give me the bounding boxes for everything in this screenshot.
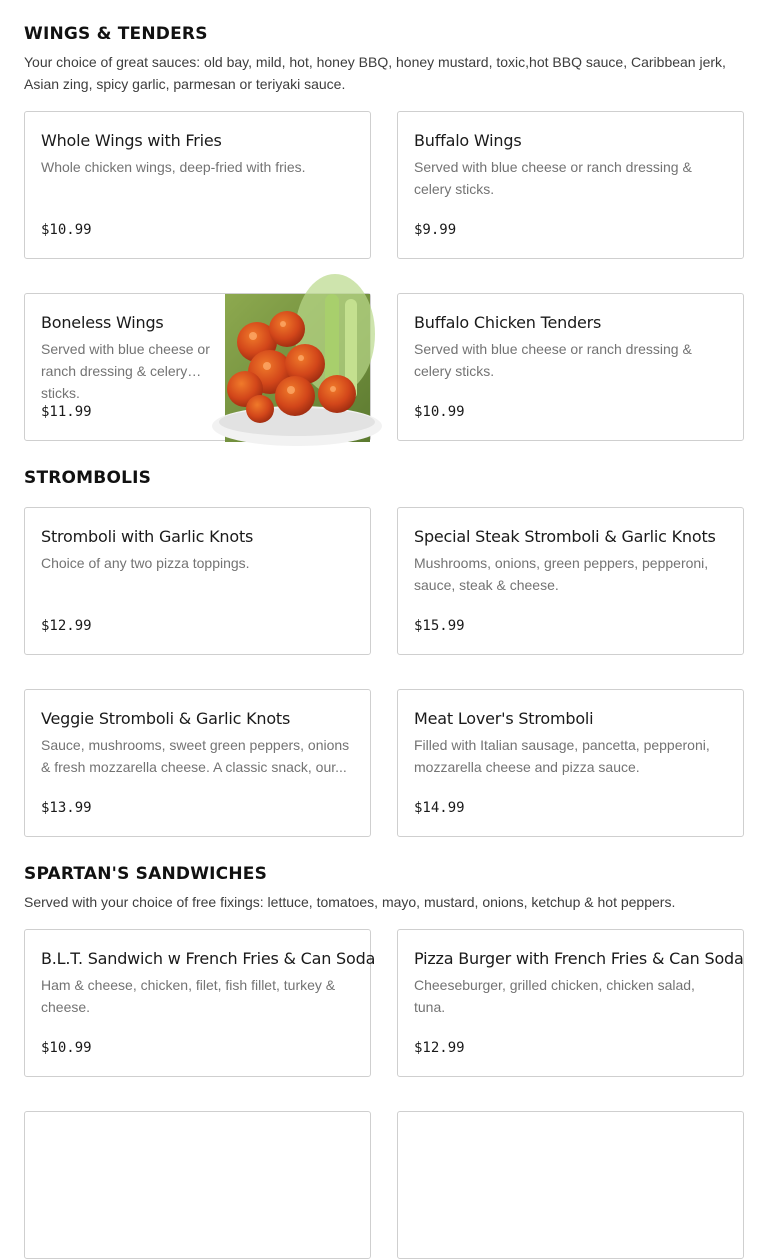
item-description: Filled with Italian sausage, pancetta, pepperoni, mozzarella cheese and pizza sauce. — [414, 737, 710, 775]
item-price: $10.99 — [41, 222, 92, 238]
section-title-sandwiches: SPARTAN'S SANDWICHES — [24, 864, 268, 884]
item-price: $11.99 — [41, 404, 92, 420]
item-description: Whole chicken wings, deep-fried with fries. — [41, 159, 306, 175]
item-description: Served with blue cheese or ranch dressing & celery sticks. — [414, 159, 692, 197]
item-price: $10.99 — [41, 1040, 92, 1056]
menu-item-meat-lovers-stromboli[interactable] — [397, 689, 744, 837]
item-description: Served with blue cheese or ranch dressing & celery sticks. — [41, 341, 210, 401]
item-description: Choice of any two pizza toppings. — [41, 555, 250, 571]
item-name: Boneless Wings — [41, 313, 164, 332]
menu-item-buffalo-chicken-tenders[interactable] — [397, 293, 744, 441]
section-title-wings: WINGS & TENDERS — [24, 24, 208, 44]
boneless-wings-photo — [225, 294, 370, 442]
menu-item-blt-sandwich[interactable] — [24, 929, 376, 1077]
item-name: Buffalo Wings — [414, 131, 522, 150]
item-price: $15.99 — [414, 618, 465, 634]
item-price: $9.99 — [414, 222, 457, 238]
menu-item-boneless-wings[interactable] — [24, 293, 371, 441]
item-name: Veggie Stromboli & Garlic Knots — [41, 709, 291, 728]
item-name: B.L.T. Sandwich w French Fries & Can Soda — [41, 949, 376, 968]
menu-item-next-left[interactable] — [24, 1111, 371, 1259]
section-title-strombolis: STROMBOLIS — [24, 468, 152, 488]
item-price: $10.99 — [414, 404, 465, 420]
section-description-sandwiches: Served with your choice of free fixings: lettuce, tomatoes, mayo, mustard, onions, ketchup & hot peppers. — [24, 894, 676, 910]
menu-item-whole-wings[interactable] — [24, 111, 371, 259]
item-description: Sauce, mushrooms, sweet green peppers, onions & fresh mozzarella cheese. A classic snack, our... — [41, 737, 350, 775]
menu-item-buffalo-wings[interactable] — [397, 111, 744, 259]
item-description: Ham & cheese, chicken, filet, fish fillet, turkey & cheese. — [41, 977, 336, 1015]
menu-item-veggie-stromboli[interactable] — [24, 689, 371, 837]
item-price: $12.99 — [414, 1040, 465, 1056]
menu-item-pizza-burger[interactable] — [397, 929, 744, 1077]
section-description-wings: Your choice of great sauces: old bay, mild, hot, honey BBQ, honey mustard, toxic,hot BBQ sauce, Caribbean jerk, Asian zing, spicy garlic, parmesan or teriyaki sauce. — [24, 54, 726, 92]
item-price: $12.99 — [41, 618, 92, 634]
item-price: $14.99 — [414, 800, 465, 816]
item-description: Served with blue cheese or ranch dressing & celery sticks. — [414, 341, 692, 379]
menu-item-stromboli-garlic-knots[interactable] — [24, 507, 371, 655]
menu-item-next-right[interactable] — [397, 1111, 744, 1259]
item-name: Special Steak Stromboli & Garlic Knots — [414, 527, 716, 546]
item-name: Buffalo Chicken Tenders — [414, 313, 602, 332]
item-name: Meat Lover's Stromboli — [414, 709, 594, 728]
item-name: Stromboli with Garlic Knots — [41, 527, 254, 546]
item-name: Pizza Burger with French Fries & Can Soda — [414, 949, 744, 968]
item-description: Mushrooms, onions, green peppers, pepperoni, sauce, steak & cheese. — [414, 555, 709, 593]
menu-item-special-steak-stromboli[interactable] — [397, 507, 744, 655]
item-price: $13.99 — [41, 800, 92, 816]
item-description: Cheeseburger, grilled chicken, chicken salad, tuna. — [414, 977, 695, 1015]
item-name: Whole Wings with Fries — [41, 131, 222, 150]
